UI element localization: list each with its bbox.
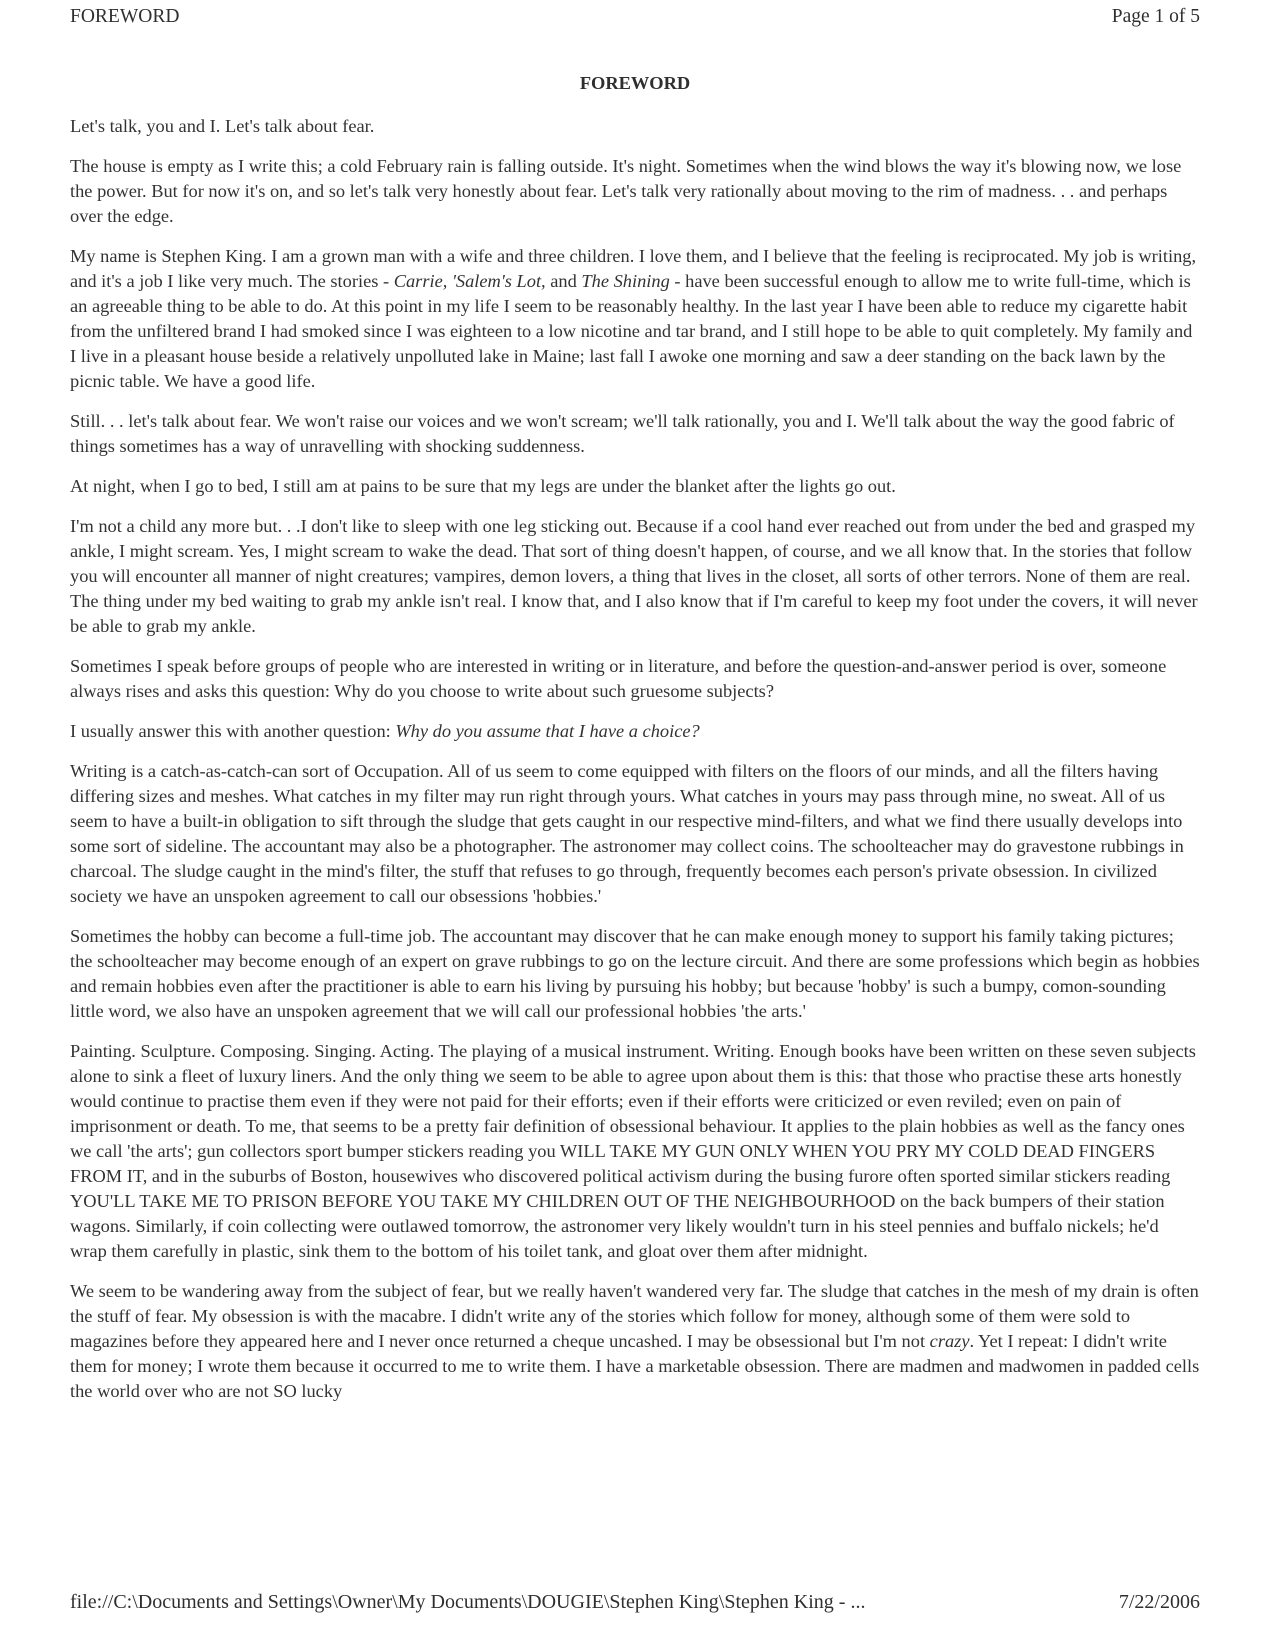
italic-text-run: crazy <box>929 1331 970 1351</box>
paragraph <box>70 1039 1200 1264</box>
text-run: Painting. Sculpture. Composing. Singing. Acting. The playing of a musical instrument. Writing. Enough books have been written on these seven subjects alone to sink a fleet of luxury liners. And the only thing we seem to be able to agree upon about them is this: that those who practise these arts honestly would continue to practise them even if they were not paid for their efforts; even if their efforts were criticized or even reviled; even on pain of imprisonment or death. To me, that seems to be a pretty fair definition of obsessional behaviour. It applies to the plain hobbies as well as the fancy ones we call 'the arts'; gun collectors sport bumper stickers reading you WILL TAKE MY GUN ONLY WHEN YOU PRY MY COLD DEAD FINGERS FROM IT, and in the suburbs of Boston, housewives who discovered political activism during the busing furore often sported similar stickers reading YOU'LL TAKE ME TO PRISON BEFORE YOU TAKE MY CHILDREN OUT OF THE NEIGHBOURHOOD on the back bumpers of their station wagons. Similarly, if coin collecting were outlawed tomorrow, the astronomer very likely wouldn't turn in his steel pennies and buffalo nickels; he'd wrap them carefully in plastic, sink them to the bottom of his toilet tank, and gloat over them after midnight. <box>70 1041 1196 1261</box>
print-footer <box>70 1590 1200 1615</box>
text-run: Still. . . let's talk about fear. We won't raise our voices and we won't scream; we'll talk rationally, you and I. We'll talk about the way the good fabric of things sometimes has a way of unravelling with shocking suddenness. <box>70 411 1175 456</box>
document-title: FOREWORD <box>579 73 691 93</box>
print-header-title: FOREWORD <box>70 6 180 27</box>
text-run: I usually answer this with another question: <box>70 721 396 741</box>
paragraph <box>70 154 1200 229</box>
text-run: My name is Stephen King. I am a grown man with a wife and three children. I love them, and I believe that the feeling is reciprocated. My job is writing, and it's a job I like very much. The stories - <box>70 246 1197 291</box>
italic-text-run: The Shining <box>581 271 670 291</box>
paragraph <box>70 114 1200 139</box>
italic-text-run: Why do you assume that I have a choice? <box>395 721 700 741</box>
text-run: The house is empty as I write this; a cold February rain is falling outside. It's night. Sometimes when the wind blows the way it's blowing now, we lose the power. But for now it's on, and so let's talk very honestly about fear. Let's talk very rationally about moving to the rim of madness. . . and perhaps over the edge. <box>70 156 1182 226</box>
print-header-page-number: Page 1 of 5 <box>1111 6 1200 27</box>
text-run: Sometimes the hobby can become a full-time job. The accountant may discover that he can make enough money to support his family taking pictures; the schoolteacher may become enough of an expert on grave rubbings to go on the lecture circuit. And there are some professions which begin as hobbies and remain hobbies even after the practitioner is able to earn his living by pursuing his hobby; but because 'hobby' is such a bumpy, comon-sounding little word, we also have an unspoken agreement that we will call our professional hobbies 'the arts.' <box>70 926 1200 1021</box>
document-body <box>70 71 1200 1404</box>
paragraph <box>70 1279 1200 1404</box>
paragraph <box>70 474 1200 499</box>
paragraph <box>70 654 1200 704</box>
paragraphs-container <box>70 114 1200 1404</box>
text-run: We seem to be wandering away from the subject of fear, but we really haven't wandered very far. The sludge that catches in the mesh of my drain is often the stuff of fear. My obsession is with the macabre. I didn't write any of the stories which follow for money, although some of them were sold to magazines before they appeared here and I never once returned a cheque uncashed. I may be obsessional but I'm not <box>70 1281 1199 1351</box>
text-run: Let's talk, you and I. Let's talk about fear. <box>70 116 375 136</box>
paragraph <box>70 759 1200 909</box>
text-run: Sometimes I speak before groups of people who are interested in writing or in literature, and before the question-and-answer period is over, someone always rises and asks this question: Why do you choose to write about such gruesome subjects? <box>70 656 1167 701</box>
print-footer-file-path: file://C:\Documents and Settings\Owner\My Documents\DOUGIE\Stephen King\Stephen King - ... <box>70 1591 866 1613</box>
paragraph <box>70 244 1200 394</box>
text-run: - have been successful enough to allow me to write full-time, which is an agreeable thing to be able to do. At this point in my life I seem to be reasonably healthy. In the last year I have been able to reduce my cigarette habit from the unfiltered brand I had smoked since I was eighteen to a low nicotine and tar brand, and I still hope to be able to quit completely. My family and I live in a pleasant house beside a relatively unpolluted lake in Maine; last fall I awoke one morning and saw a deer standing on the back lawn by the picnic table. We have a good life. <box>70 271 1193 391</box>
paragraph <box>70 514 1200 639</box>
paragraph <box>70 719 1200 744</box>
print-header <box>70 4 1200 29</box>
text-run: Writing is a catch-as-catch-can sort of Occupation. All of us seem to come equipped with filters on the floors of our minds, and all the filters having differing sizes and meshes. What catches in my filter may run right through yours. What catches in yours may pass through mine, no sweat. All of us seem to have a built-in obligation to sift through the sludge that gets caught in our respective mind-filters, and what we find there usually develops into some sort of sideline. The accountant may also be a photographer. The astronomer may collect coins. The schoolteacher may do gravestone rubbings in charcoal. The sludge caught in the mind's filter, the stuff that refuses to go through, frequently becomes each person's private obsession. In civilized society we have an unspoken agreement to call our obsessions 'hobbies.' <box>70 761 1184 906</box>
paragraph <box>70 924 1200 1024</box>
italic-text-run: Carrie, 'Salem's Lot, <box>393 271 546 291</box>
paragraph <box>70 409 1200 459</box>
text-run: I'm not a child any more but. . .I don't like to sleep with one leg sticking out. Because if a cool hand ever reached out from under the bed and grasped my ankle, I might scream. Yes, I might scream to wake the dead. That sort of thing doesn't happen, of course, and we all know that. In the stories that follow you will encounter all manner of night creatures; vampires, demon lovers, a thing that lives in the closet, all sorts of other terrors. None of them are real. The thing under my bed waiting to grab my ankle isn't real. I know that, and I also know that if I'm careful to keep my foot under the covers, it will never be able to grab my ankle. <box>70 516 1198 636</box>
print-footer-date: 7/22/2006 <box>1118 1591 1200 1613</box>
text-run: At night, when I go to bed, I still am at pains to be sure that my legs are under the blanket after the lights go out. <box>70 476 896 496</box>
text-run: and <box>545 271 582 291</box>
text-run: . Yet I repeat: I didn't write them for money; I wrote them because it occurred to me to write them. I have a marketable obsession. There are madmen and madwomen in padded cells the world over who are not SO lucky <box>70 1331 1200 1401</box>
